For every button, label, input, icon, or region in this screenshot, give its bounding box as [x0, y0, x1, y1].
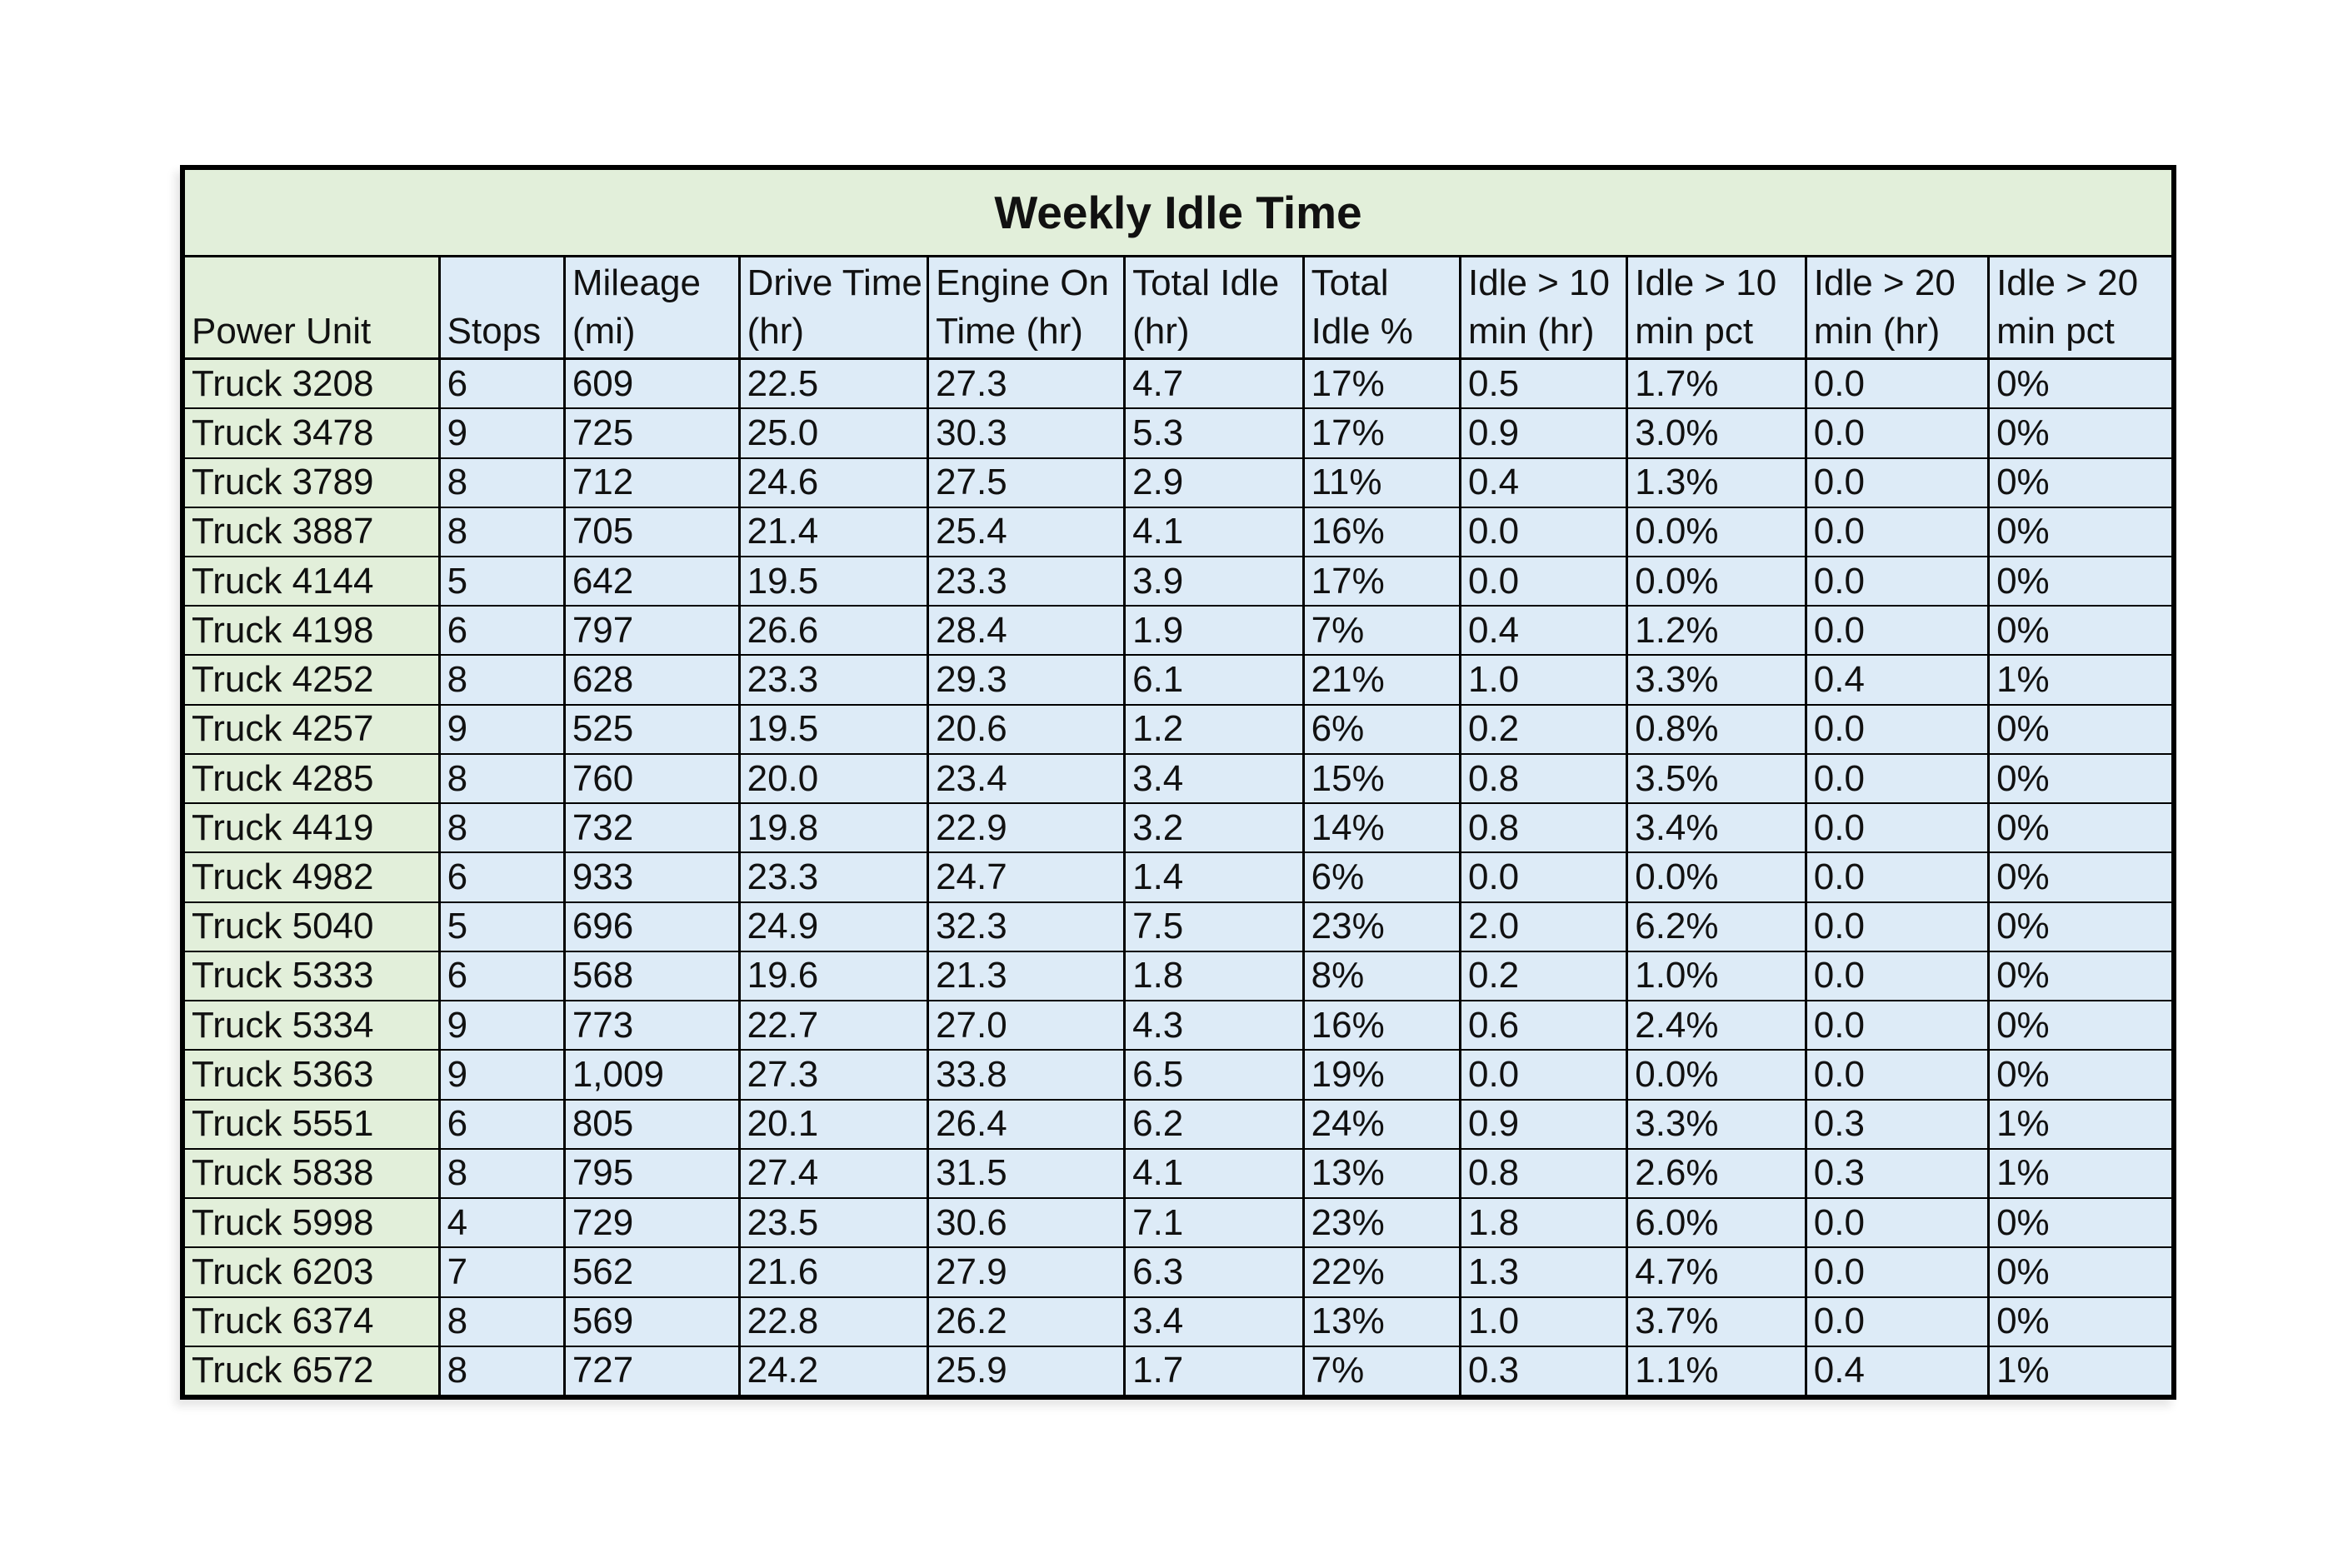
cell-drive-time: 20.1	[739, 1100, 927, 1149]
cell-mileage: 795	[564, 1149, 739, 1198]
table-row	[185, 1050, 2171, 1099]
cell-idle-20-hr: 0.0	[1806, 1198, 1988, 1247]
cell-power-unit: Truck 6572	[185, 1346, 439, 1395]
cell-mileage: 562	[564, 1247, 739, 1296]
cell-power-unit: Truck 3887	[185, 507, 439, 557]
title-row	[185, 170, 2171, 257]
cell-idle-20-pct: 0%	[1989, 705, 2171, 754]
cell-mileage: 696	[564, 902, 739, 951]
cell-engine-on-time: 33.8	[928, 1050, 1125, 1099]
table-row	[185, 852, 2171, 901]
cell-idle-20-hr: 0.0	[1806, 606, 1988, 655]
cell-idle-10-pct: 1.0%	[1627, 951, 1806, 1001]
cell-idle-20-pct: 0%	[1989, 1198, 2171, 1247]
cell-total-idle: 1.7	[1125, 1346, 1304, 1395]
cell-idle-10-pct: 0.0%	[1627, 852, 1806, 901]
cell-total-idle: 4.1	[1125, 1149, 1304, 1198]
cell-total-idle-pct: 16%	[1303, 507, 1460, 557]
cell-idle-20-pct: 0%	[1989, 408, 2171, 457]
cell-idle-20-pct: 0%	[1989, 1297, 2171, 1346]
cell-total-idle: 3.2	[1125, 803, 1304, 852]
header-total-idle-pct: Total Idle %	[1303, 257, 1460, 359]
cell-total-idle-pct: 13%	[1303, 1297, 1460, 1346]
cell-idle-20-pct: 0%	[1989, 1001, 2171, 1050]
cell-mileage: 933	[564, 852, 739, 901]
cell-total-idle-pct: 23%	[1303, 902, 1460, 951]
cell-mileage: 568	[564, 951, 739, 1001]
cell-power-unit: Truck 5998	[185, 1198, 439, 1247]
cell-power-unit: Truck 3789	[185, 458, 439, 507]
table-row	[185, 951, 2171, 1001]
cell-mileage: 797	[564, 606, 739, 655]
cell-power-unit: Truck 5040	[185, 902, 439, 951]
cell-mileage: 642	[564, 557, 739, 606]
cell-idle-10-hr: 0.8	[1460, 754, 1626, 803]
cell-stops: 7	[439, 1247, 564, 1296]
cell-idle-20-hr: 0.0	[1806, 557, 1988, 606]
table-row	[185, 803, 2171, 852]
cell-drive-time: 24.6	[739, 458, 927, 507]
cell-idle-10-hr: 0.6	[1460, 1001, 1626, 1050]
cell-mileage: 609	[564, 359, 739, 409]
cell-stops: 9	[439, 1001, 564, 1050]
cell-idle-20-pct: 0%	[1989, 803, 2171, 852]
header-drive-time: Drive Time (hr)	[739, 257, 927, 359]
cell-stops: 9	[439, 705, 564, 754]
cell-idle-20-pct: 1%	[1989, 655, 2171, 704]
cell-total-idle-pct: 22%	[1303, 1247, 1460, 1296]
table-row	[185, 557, 2171, 606]
cell-drive-time: 22.7	[739, 1001, 927, 1050]
table-row	[185, 705, 2171, 754]
cell-engine-on-time: 32.3	[928, 902, 1125, 951]
table-row	[185, 1149, 2171, 1198]
cell-total-idle: 4.1	[1125, 507, 1304, 557]
cell-engine-on-time: 27.0	[928, 1001, 1125, 1050]
cell-power-unit: Truck 5551	[185, 1100, 439, 1149]
cell-total-idle-pct: 7%	[1303, 606, 1460, 655]
cell-idle-10-hr: 1.0	[1460, 655, 1626, 704]
cell-drive-time: 25.0	[739, 408, 927, 457]
cell-idle-20-hr: 0.3	[1806, 1100, 1988, 1149]
cell-mileage: 628	[564, 655, 739, 704]
cell-mileage: 1,009	[564, 1050, 739, 1099]
cell-idle-10-pct: 3.5%	[1627, 754, 1806, 803]
cell-total-idle: 1.8	[1125, 951, 1304, 1001]
cell-drive-time: 22.5	[739, 359, 927, 409]
cell-drive-time: 26.6	[739, 606, 927, 655]
cell-total-idle-pct: 23%	[1303, 1198, 1460, 1247]
cell-drive-time: 24.9	[739, 902, 927, 951]
cell-power-unit: Truck 5334	[185, 1001, 439, 1050]
cell-idle-10-pct: 1.2%	[1627, 606, 1806, 655]
cell-stops: 4	[439, 1198, 564, 1247]
cell-idle-10-hr: 0.5	[1460, 359, 1626, 409]
cell-total-idle-pct: 8%	[1303, 951, 1460, 1001]
cell-power-unit: Truck 4285	[185, 754, 439, 803]
table-row	[185, 1297, 2171, 1346]
cell-idle-10-pct: 6.2%	[1627, 902, 1806, 951]
cell-mileage: 569	[564, 1297, 739, 1346]
cell-engine-on-time: 21.3	[928, 951, 1125, 1001]
cell-idle-20-hr: 0.0	[1806, 458, 1988, 507]
cell-idle-20-pct: 0%	[1989, 902, 2171, 951]
cell-idle-10-pct: 0.8%	[1627, 705, 1806, 754]
cell-idle-10-pct: 3.7%	[1627, 1297, 1806, 1346]
cell-idle-20-hr: 0.0	[1806, 359, 1988, 409]
cell-idle-20-pct: 0%	[1989, 359, 2171, 409]
cell-stops: 8	[439, 754, 564, 803]
cell-total-idle: 1.9	[1125, 606, 1304, 655]
cell-mileage: 712	[564, 458, 739, 507]
cell-mileage: 773	[564, 1001, 739, 1050]
cell-idle-20-pct: 0%	[1989, 606, 2171, 655]
cell-idle-10-hr: 0.0	[1460, 557, 1626, 606]
cell-stops: 6	[439, 1100, 564, 1149]
cell-engine-on-time: 28.4	[928, 606, 1125, 655]
cell-idle-20-pct: 0%	[1989, 754, 2171, 803]
table-row	[185, 507, 2171, 557]
cell-total-idle: 7.5	[1125, 902, 1304, 951]
table-body	[185, 359, 2171, 1396]
cell-idle-20-pct: 0%	[1989, 507, 2171, 557]
cell-stops: 6	[439, 852, 564, 901]
cell-drive-time: 27.3	[739, 1050, 927, 1099]
cell-stops: 6	[439, 359, 564, 409]
cell-total-idle-pct: 24%	[1303, 1100, 1460, 1149]
cell-total-idle-pct: 6%	[1303, 705, 1460, 754]
cell-engine-on-time: 22.9	[928, 803, 1125, 852]
cell-idle-20-hr: 0.0	[1806, 1001, 1988, 1050]
cell-stops: 5	[439, 902, 564, 951]
cell-stops: 6	[439, 606, 564, 655]
cell-idle-10-hr: 0.2	[1460, 951, 1626, 1001]
cell-idle-20-pct: 1%	[1989, 1100, 2171, 1149]
cell-engine-on-time: 27.3	[928, 359, 1125, 409]
cell-power-unit: Truck 4257	[185, 705, 439, 754]
cell-total-idle-pct: 13%	[1303, 1149, 1460, 1198]
cell-idle-10-pct: 0.0%	[1627, 507, 1806, 557]
cell-idle-20-pct: 0%	[1989, 852, 2171, 901]
cell-total-idle: 2.9	[1125, 458, 1304, 507]
cell-stops: 9	[439, 408, 564, 457]
cell-engine-on-time: 26.4	[928, 1100, 1125, 1149]
header-stops: Stops	[439, 257, 564, 359]
header-idle-20-hr: Idle > 20 min (hr)	[1806, 257, 1988, 359]
cell-idle-20-pct: 0%	[1989, 1247, 2171, 1296]
cell-idle-10-hr: 0.0	[1460, 507, 1626, 557]
cell-idle-10-hr: 1.3	[1460, 1247, 1626, 1296]
cell-idle-10-hr: 0.4	[1460, 458, 1626, 507]
cell-total-idle-pct: 14%	[1303, 803, 1460, 852]
cell-drive-time: 23.3	[739, 655, 927, 704]
cell-idle-10-hr: 0.8	[1460, 803, 1626, 852]
cell-idle-20-hr: 0.4	[1806, 1346, 1988, 1395]
header-engine-on-time: Engine On Time (hr)	[928, 257, 1125, 359]
table-row	[185, 1346, 2171, 1395]
cell-engine-on-time: 27.9	[928, 1247, 1125, 1296]
header-total-idle: Total Idle (hr)	[1125, 257, 1304, 359]
cell-engine-on-time: 30.6	[928, 1198, 1125, 1247]
cell-idle-10-hr: 1.0	[1460, 1297, 1626, 1346]
cell-idle-20-hr: 0.0	[1806, 408, 1988, 457]
table-row	[185, 1100, 2171, 1149]
cell-idle-20-hr: 0.0	[1806, 507, 1988, 557]
table-row	[185, 1247, 2171, 1296]
cell-idle-10-hr: 0.2	[1460, 705, 1626, 754]
cell-stops: 5	[439, 557, 564, 606]
cell-stops: 8	[439, 1297, 564, 1346]
cell-drive-time: 21.4	[739, 507, 927, 557]
cell-engine-on-time: 25.4	[928, 507, 1125, 557]
cell-drive-time: 20.0	[739, 754, 927, 803]
cell-power-unit: Truck 4982	[185, 852, 439, 901]
cell-idle-10-hr: 1.8	[1460, 1198, 1626, 1247]
cell-power-unit: Truck 3208	[185, 359, 439, 409]
idle-time-table-frame	[180, 165, 2176, 1400]
cell-engine-on-time: 23.3	[928, 557, 1125, 606]
cell-total-idle: 6.5	[1125, 1050, 1304, 1099]
cell-idle-20-hr: 0.0	[1806, 1247, 1988, 1296]
cell-stops: 8	[439, 1149, 564, 1198]
cell-total-idle: 4.3	[1125, 1001, 1304, 1050]
cell-engine-on-time: 23.4	[928, 754, 1125, 803]
cell-mileage: 725	[564, 408, 739, 457]
cell-total-idle: 7.1	[1125, 1198, 1304, 1247]
cell-idle-20-hr: 0.0	[1806, 902, 1988, 951]
header-power-unit: Power Unit	[185, 257, 439, 359]
cell-idle-10-hr: 0.4	[1460, 606, 1626, 655]
table-row	[185, 655, 2171, 704]
cell-power-unit: Truck 5363	[185, 1050, 439, 1099]
cell-total-idle: 1.2	[1125, 705, 1304, 754]
cell-mileage: 525	[564, 705, 739, 754]
header-idle-10-hr: Idle > 10 min (hr)	[1460, 257, 1626, 359]
cell-total-idle-pct: 17%	[1303, 557, 1460, 606]
cell-power-unit: Truck 4252	[185, 655, 439, 704]
cell-total-idle: 5.3	[1125, 408, 1304, 457]
cell-total-idle: 6.3	[1125, 1247, 1304, 1296]
cell-power-unit: Truck 5333	[185, 951, 439, 1001]
table-row	[185, 458, 2171, 507]
cell-mileage: 805	[564, 1100, 739, 1149]
cell-engine-on-time: 27.5	[928, 458, 1125, 507]
cell-idle-10-pct: 2.4%	[1627, 1001, 1806, 1050]
cell-engine-on-time: 26.2	[928, 1297, 1125, 1346]
cell-idle-20-pct: 1%	[1989, 1149, 2171, 1198]
cell-idle-10-pct: 0.0%	[1627, 557, 1806, 606]
cell-total-idle: 3.4	[1125, 1297, 1304, 1346]
cell-power-unit: Truck 3478	[185, 408, 439, 457]
cell-total-idle-pct: 16%	[1303, 1001, 1460, 1050]
cell-drive-time: 19.6	[739, 951, 927, 1001]
header-idle-20-pct: Idle > 20 min pct	[1989, 257, 2171, 359]
cell-drive-time: 23.3	[739, 852, 927, 901]
cell-idle-10-hr: 2.0	[1460, 902, 1626, 951]
cell-idle-10-pct: 1.1%	[1627, 1346, 1806, 1395]
cell-idle-20-pct: 0%	[1989, 458, 2171, 507]
cell-total-idle-pct: 7%	[1303, 1346, 1460, 1395]
cell-idle-20-hr: 0.0	[1806, 1297, 1988, 1346]
cell-total-idle-pct: 11%	[1303, 458, 1460, 507]
cell-idle-20-pct: 0%	[1989, 557, 2171, 606]
cell-drive-time: 27.4	[739, 1149, 927, 1198]
table-row	[185, 902, 2171, 951]
cell-total-idle: 4.7	[1125, 359, 1304, 409]
cell-drive-time: 23.5	[739, 1198, 927, 1247]
header-row	[185, 257, 2171, 359]
header-mileage: Mileage (mi)	[564, 257, 739, 359]
table-row	[185, 754, 2171, 803]
cell-total-idle-pct: 17%	[1303, 408, 1460, 457]
cell-drive-time: 21.6	[739, 1247, 927, 1296]
cell-idle-10-pct: 1.3%	[1627, 458, 1806, 507]
table-title: Weekly Idle Time	[185, 170, 2171, 257]
table-row	[185, 1198, 2171, 1247]
cell-engine-on-time: 20.6	[928, 705, 1125, 754]
table-row	[185, 359, 2171, 409]
cell-idle-10-hr: 0.9	[1460, 408, 1626, 457]
cell-total-idle-pct: 6%	[1303, 852, 1460, 901]
cell-engine-on-time: 31.5	[928, 1149, 1125, 1198]
cell-idle-20-hr: 0.0	[1806, 705, 1988, 754]
cell-idle-10-pct: 3.3%	[1627, 1100, 1806, 1149]
cell-mileage: 760	[564, 754, 739, 803]
cell-mileage: 705	[564, 507, 739, 557]
cell-power-unit: Truck 4198	[185, 606, 439, 655]
cell-idle-10-hr: 0.3	[1460, 1346, 1626, 1395]
cell-stops: 8	[439, 655, 564, 704]
cell-idle-10-hr: 0.0	[1460, 1050, 1626, 1099]
cell-idle-20-hr: 0.3	[1806, 1149, 1988, 1198]
cell-drive-time: 22.8	[739, 1297, 927, 1346]
cell-mileage: 729	[564, 1198, 739, 1247]
cell-drive-time: 24.2	[739, 1346, 927, 1395]
cell-total-idle: 3.4	[1125, 754, 1304, 803]
cell-stops: 8	[439, 458, 564, 507]
cell-idle-10-hr: 0.9	[1460, 1100, 1626, 1149]
cell-idle-20-pct: 0%	[1989, 951, 2171, 1001]
cell-idle-20-hr: 0.0	[1806, 852, 1988, 901]
cell-idle-10-pct: 2.6%	[1627, 1149, 1806, 1198]
cell-engine-on-time: 30.3	[928, 408, 1125, 457]
cell-engine-on-time: 29.3	[928, 655, 1125, 704]
idle-time-table	[185, 170, 2171, 1395]
cell-total-idle-pct: 21%	[1303, 655, 1460, 704]
cell-total-idle: 6.2	[1125, 1100, 1304, 1149]
cell-stops: 8	[439, 507, 564, 557]
cell-drive-time: 19.5	[739, 705, 927, 754]
cell-engine-on-time: 24.7	[928, 852, 1125, 901]
cell-idle-20-hr: 0.0	[1806, 1050, 1988, 1099]
cell-drive-time: 19.5	[739, 557, 927, 606]
cell-total-idle-pct: 15%	[1303, 754, 1460, 803]
cell-idle-20-pct: 1%	[1989, 1346, 2171, 1395]
cell-power-unit: Truck 5838	[185, 1149, 439, 1198]
cell-idle-10-pct: 4.7%	[1627, 1247, 1806, 1296]
cell-idle-20-hr: 0.0	[1806, 754, 1988, 803]
table-row	[185, 1001, 2171, 1050]
cell-mileage: 727	[564, 1346, 739, 1395]
cell-total-idle: 3.9	[1125, 557, 1304, 606]
cell-stops: 9	[439, 1050, 564, 1099]
cell-total-idle-pct: 17%	[1303, 359, 1460, 409]
cell-stops: 6	[439, 951, 564, 1001]
table-head	[185, 170, 2171, 359]
cell-total-idle: 1.4	[1125, 852, 1304, 901]
cell-idle-10-pct: 6.0%	[1627, 1198, 1806, 1247]
cell-engine-on-time: 25.9	[928, 1346, 1125, 1395]
cell-stops: 8	[439, 1346, 564, 1395]
table-row	[185, 606, 2171, 655]
cell-power-unit: Truck 6203	[185, 1247, 439, 1296]
cell-mileage: 732	[564, 803, 739, 852]
cell-idle-10-hr: 0.8	[1460, 1149, 1626, 1198]
table-row	[185, 408, 2171, 457]
cell-idle-10-pct: 0.0%	[1627, 1050, 1806, 1099]
cell-total-idle-pct: 19%	[1303, 1050, 1460, 1099]
cell-idle-10-hr: 0.0	[1460, 852, 1626, 901]
cell-stops: 8	[439, 803, 564, 852]
cell-total-idle: 6.1	[1125, 655, 1304, 704]
cell-idle-20-hr: 0.4	[1806, 655, 1988, 704]
cell-power-unit: Truck 6374	[185, 1297, 439, 1346]
cell-power-unit: Truck 4419	[185, 803, 439, 852]
cell-idle-10-pct: 3.4%	[1627, 803, 1806, 852]
cell-idle-20-hr: 0.0	[1806, 951, 1988, 1001]
cell-idle-10-pct: 3.0%	[1627, 408, 1806, 457]
cell-idle-20-pct: 0%	[1989, 1050, 2171, 1099]
cell-idle-10-pct: 1.7%	[1627, 359, 1806, 409]
header-idle-10-pct: Idle > 10 min pct	[1627, 257, 1806, 359]
cell-idle-10-pct: 3.3%	[1627, 655, 1806, 704]
cell-power-unit: Truck 4144	[185, 557, 439, 606]
cell-drive-time: 19.8	[739, 803, 927, 852]
cell-idle-20-hr: 0.0	[1806, 803, 1988, 852]
